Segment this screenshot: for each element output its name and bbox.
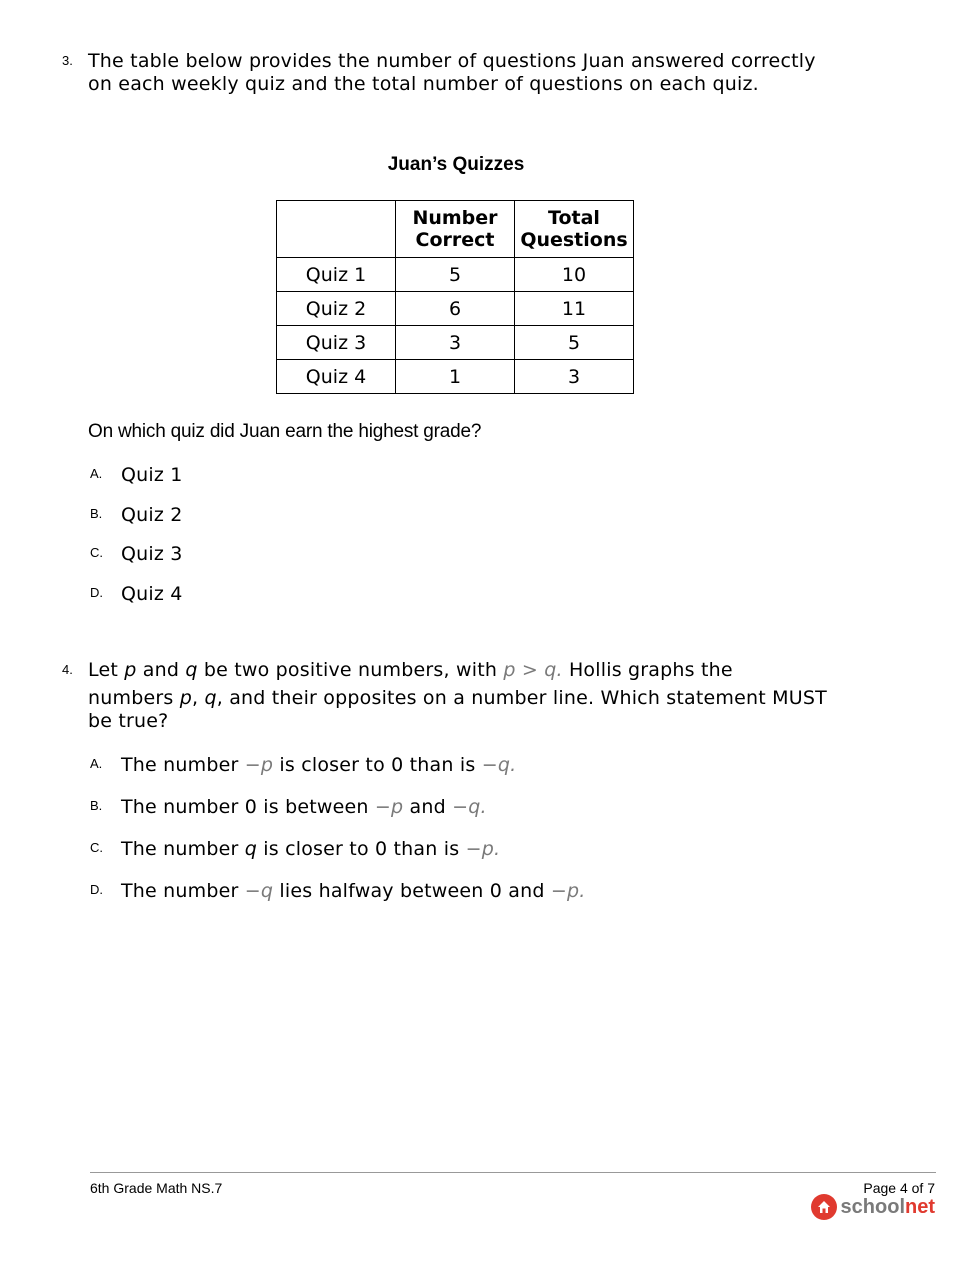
table-header-row — [277, 201, 634, 258]
option-text-a[interactable] — [121, 754, 516, 776]
math-expr: −p — [374, 796, 404, 818]
q4-text: and — [136, 659, 186, 681]
math-expr: −p — [244, 754, 274, 776]
table-cell: 3 — [515, 360, 634, 394]
table-cell: 1 — [396, 360, 515, 394]
table-cell: Quiz 3 — [277, 326, 396, 360]
brand-net: net — [905, 1195, 935, 1218]
opt-text: and — [403, 796, 453, 818]
question-3-text: The table below provides the number of questions Juan answered correctly on each weekly quiz and the total number of questions on each quiz. — [88, 50, 816, 95]
var-q: q — [204, 687, 217, 709]
header-number-correct — [396, 201, 515, 258]
table-cell: 3 — [396, 326, 515, 360]
quiz-table — [276, 200, 634, 394]
option-letter: D. — [90, 882, 103, 897]
math-expr: −q. — [481, 754, 517, 776]
option-text-b[interactable] — [121, 796, 487, 818]
option-letter: C. — [90, 545, 103, 560]
table-cell: 10 — [515, 258, 634, 292]
footer-course: 6th Grade Math NS.7 — [90, 1180, 223, 1196]
math-expr: −q — [244, 880, 274, 902]
question-4-number: 4. — [62, 662, 73, 677]
opt-text: The number — [121, 880, 245, 902]
option-letter: A. — [90, 466, 103, 481]
option-text-quiz-3[interactable]: Quiz 3 — [121, 543, 183, 565]
question-3-number: 3. — [62, 53, 73, 68]
table-row — [277, 326, 634, 360]
schoolnet-logo — [811, 1194, 935, 1220]
footer-divider — [90, 1172, 936, 1173]
math-expr: −p. — [465, 838, 501, 860]
q4-text: , and their opposites on a number line. Which statement MUST be true? — [88, 687, 827, 732]
option-letter: D. — [90, 585, 103, 600]
table-cell: Quiz 2 — [277, 292, 396, 326]
opt-text: The number — [121, 838, 245, 860]
var-q: q — [244, 838, 258, 860]
table-caption: Juan’s Quizzes — [387, 154, 525, 175]
header-total-questions — [515, 201, 634, 258]
q4-text: numbers — [88, 687, 180, 709]
option-letter: B. — [90, 506, 103, 521]
option-text-d[interactable] — [121, 880, 586, 902]
table-cell: 11 — [515, 292, 634, 326]
question-3-prompt: On which quiz did Juan earn the highest grade? — [88, 421, 482, 442]
brand-school: school — [840, 1195, 905, 1218]
math-expr: −p. — [550, 880, 586, 902]
opt-text: The number 0 is between — [121, 796, 375, 818]
question-4-line-1 — [88, 659, 828, 682]
house-icon — [811, 1194, 837, 1220]
header-blank — [277, 201, 396, 258]
q4-text: Let — [88, 659, 125, 681]
table-row — [277, 292, 634, 326]
inequality-image: p > q. — [503, 659, 563, 681]
question-4-line-2 — [88, 687, 828, 733]
var-q: q — [185, 659, 198, 681]
opt-text: is closer to 0 than is — [273, 754, 482, 776]
q4-text: Hollis graphs the — [562, 659, 733, 681]
table-cell: Quiz 1 — [277, 258, 396, 292]
math-expr: −q. — [452, 796, 487, 818]
opt-text: is closer to 0 than is — [257, 838, 466, 860]
option-text-quiz-1[interactable]: Quiz 1 — [121, 464, 183, 486]
opt-text: lies halfway between 0 and — [273, 880, 551, 902]
header-number-correct-text: Number Correct — [412, 207, 498, 251]
option-letter: C. — [90, 840, 103, 855]
opt-text: The number — [121, 754, 245, 776]
table-cell: 5 — [515, 326, 634, 360]
option-text-c[interactable] — [121, 838, 500, 860]
q4-text: be two positive numbers, with — [197, 659, 504, 681]
option-text-quiz-4[interactable]: Quiz 4 — [121, 583, 183, 605]
q4-text: , — [191, 687, 205, 709]
table-cell: 6 — [396, 292, 515, 326]
option-letter: A. — [90, 756, 103, 771]
footer-page-number: Page 4 of 7 — [863, 1180, 935, 1196]
option-text-quiz-2[interactable]: Quiz 2 — [121, 504, 183, 526]
table-cell: 5 — [396, 258, 515, 292]
table-cell: Quiz 4 — [277, 360, 396, 394]
var-p: p — [124, 659, 137, 681]
table-row — [277, 258, 634, 292]
option-letter: B. — [90, 798, 103, 813]
header-total-questions-text: Total Questions — [520, 207, 628, 251]
var-p: p — [179, 687, 192, 709]
table-row — [277, 360, 634, 394]
